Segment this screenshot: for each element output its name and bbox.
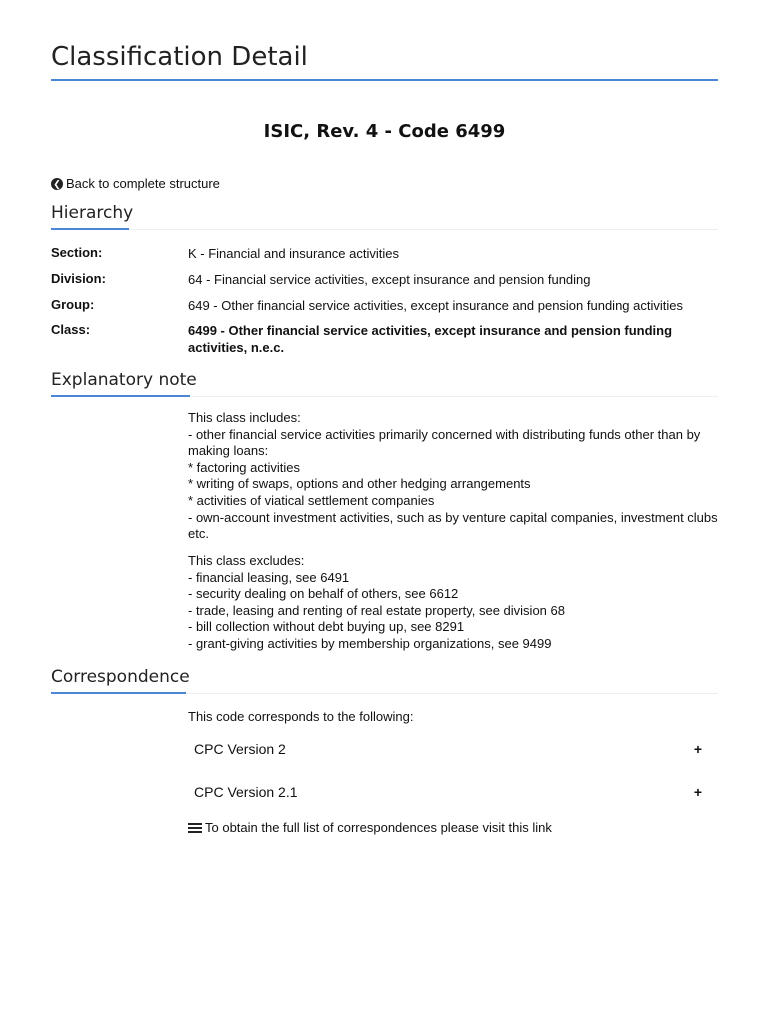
row-label: Class: bbox=[51, 322, 91, 337]
code-title: ISIC, Rev. 4 - Code 6499 bbox=[263, 121, 506, 142]
plus-icon[interactable]: + bbox=[693, 741, 702, 757]
correspondence-intro: This code corresponds to the following: bbox=[188, 709, 414, 724]
full-correspondence-link-label: To obtain the full list of correspondences please visit this link bbox=[205, 820, 552, 835]
plus-icon[interactable]: + bbox=[693, 784, 702, 800]
section-underline bbox=[51, 395, 190, 397]
correspondence-heading: Correspondence bbox=[51, 667, 190, 687]
back-link-label: Back to complete structure bbox=[66, 176, 220, 191]
row-value: 649 - Other financial service activities, except insurance and pension funding activities bbox=[188, 298, 683, 313]
row-value: 6499 - Other financial service activities, except insurance and pension funding activities, n.e.c. bbox=[188, 323, 673, 355]
row-label: Section: bbox=[51, 245, 103, 260]
correspondence-item-label: CPC Version 2.1 bbox=[194, 784, 298, 800]
excludes-line: - grant-giving activities by membership organizations, see 9499 bbox=[188, 635, 552, 651]
row-value: 64 - Financial service activities, except insurance and pension funding bbox=[188, 272, 591, 287]
section-underline bbox=[51, 228, 129, 230]
full-correspondence-link[interactable] bbox=[188, 820, 552, 835]
correspondence-section-header bbox=[51, 667, 718, 687]
section-divider bbox=[51, 229, 718, 230]
includes-block bbox=[188, 410, 718, 543]
title-divider bbox=[51, 79, 718, 81]
excludes-line: - bill collection without debt buying up, see 8291 bbox=[188, 619, 465, 635]
includes-line: - other financial service activities primarily concerned with distributing funds other than by making loans: bbox=[188, 426, 701, 459]
hierarchy-heading: Hierarchy bbox=[51, 203, 134, 223]
hierarchy-section-header bbox=[51, 203, 718, 223]
includes-line: * factoring activities bbox=[188, 459, 300, 475]
includes-line: * activities of viatical settlement companies bbox=[188, 492, 435, 508]
explanatory-heading: Explanatory note bbox=[51, 370, 197, 390]
excludes-block bbox=[188, 553, 718, 653]
excludes-line: - trade, leasing and renting of real estate property, see division 68 bbox=[188, 602, 565, 618]
excludes-line: This class excludes: bbox=[188, 553, 305, 568]
chevron-left-circle-icon: ❮ bbox=[51, 178, 63, 190]
list-icon bbox=[188, 823, 202, 833]
correspondence-item-label: CPC Version 2 bbox=[194, 741, 286, 757]
includes-line: - own-account investment activities, such as by venture capital companies, investment clubs etc. bbox=[188, 509, 718, 542]
correspondence-item-cpc-2-1[interactable] bbox=[188, 774, 718, 810]
back-to-structure-link[interactable] bbox=[51, 176, 220, 191]
explanatory-section-header bbox=[51, 370, 718, 390]
excludes-line: - security dealing on behalf of others, see 6612 bbox=[188, 586, 459, 602]
page-title: Classification Detail bbox=[51, 42, 308, 72]
row-value: K - Financial and insurance activities bbox=[188, 246, 399, 261]
includes-line: This class includes: bbox=[188, 410, 301, 425]
correspondence-item-cpc-2[interactable] bbox=[188, 731, 718, 767]
row-label: Group: bbox=[51, 297, 95, 312]
includes-line: * writing of swaps, options and other hedging arrangements bbox=[188, 476, 531, 492]
row-label: Division: bbox=[51, 271, 106, 286]
section-underline bbox=[51, 692, 186, 694]
excludes-line: - financial leasing, see 6491 bbox=[188, 569, 350, 585]
